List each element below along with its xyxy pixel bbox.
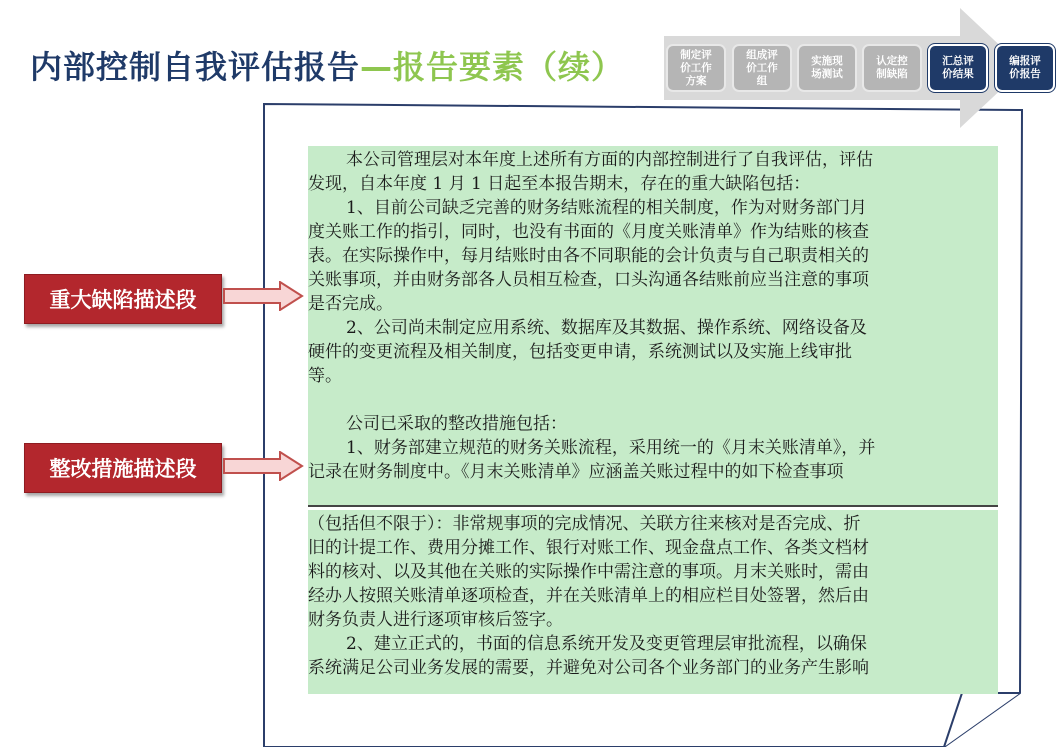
document-line: 料的核对、以及其他在关账的实际操作中需注意的事项。月末关账时，需由 [308,562,869,582]
document-divider [308,505,998,507]
document-line: （包括但不限于）：非常规事项的完成情况、关联方往来核对是否完成、折 [308,514,861,534]
step-field-testing: 实施现 场测试 [797,44,857,92]
page-title [30,42,624,88]
document-line [308,388,998,412]
document-line: 旧的计提工作、费用分摊工作、银行对账工作、现金盘点工作、各类文档材 [308,538,869,558]
document-line: 关账事项，并由财务部各人员相互检查，口头沟通各结账前应当注意的事项 [308,270,869,290]
step-identify-defects: 认定控 制缺陷 [862,44,922,92]
document-bottom-block [308,510,998,694]
step-compile-report: 编报评 价报告 [995,44,1055,92]
document-line: 公司已采取的整改措施包括： [346,414,567,434]
label-remediation-paragraph: 整改措施描述段 [24,443,222,493]
document-line: 度关账工作的指引，同时，也没有书面的《月度关账清单》作为结账的核查 [308,222,869,242]
document-top-block [308,146,998,506]
step-make-plan: 制定评 价工作 方案 [666,44,726,92]
arrow-right-icon [222,451,306,481]
document-line: 等。 [308,366,342,386]
document-line: 2、建立正式的，书面的信息系统开发及变更管理层审批流程，以确保 [346,634,867,654]
document-line: 本公司管理层对本年度上述所有方面的内部控制进行了自我评估，评估 [346,150,873,170]
document-line: 经办人按照关账清单逐项检查，并在关账清单上的相应栏目处签署，然后由 [308,586,869,606]
step-summarize-results: 汇总评 价结果 [928,44,988,92]
document-line: 1、目前公司缺乏完善的财务结账流程的相关制度，作为对财务部门月 [346,198,867,218]
document-line: 表。在实际操作中，每月结账时由各不同职能的会计负责与自己职责相关的 [308,246,869,266]
document-line: 记录在财务制度中。《月末关账清单》应涵盖关账过程中的如下检查事项 [308,462,844,482]
title-main: 内部控制自我评估报告 [30,48,361,86]
step-form-team: 组成评 价工作 组 [732,44,792,92]
document-line: 硬件的变更流程及相关制度，包括变更申请，系统测试以及实施上线审批 [308,342,852,362]
arrow-right-icon [222,281,306,311]
document-line: 财务负责人进行逐项审核后签字。 [308,610,563,630]
label-defect-paragraph: 重大缺陷描述段 [24,274,222,324]
document-line: 2、公司尚未制定应用系统、数据库及其数据、操作系统、网络设备及 [346,318,867,338]
document-line: 1、财务部建立规范的财务关账流程，采用统一的《月末关账清单》，并 [346,438,876,458]
document-line: 系统满足公司业务发展的需要，并避免对公司各个业务部门的业务产生影响 [308,658,869,678]
document-line: 是否完成。 [308,294,393,314]
title-subtitle: —报告要素（续） [360,48,625,86]
document-line: 发现，自本年度 1 月 1 日起至本报告期末，存在的重大缺陷包括： [308,174,811,194]
